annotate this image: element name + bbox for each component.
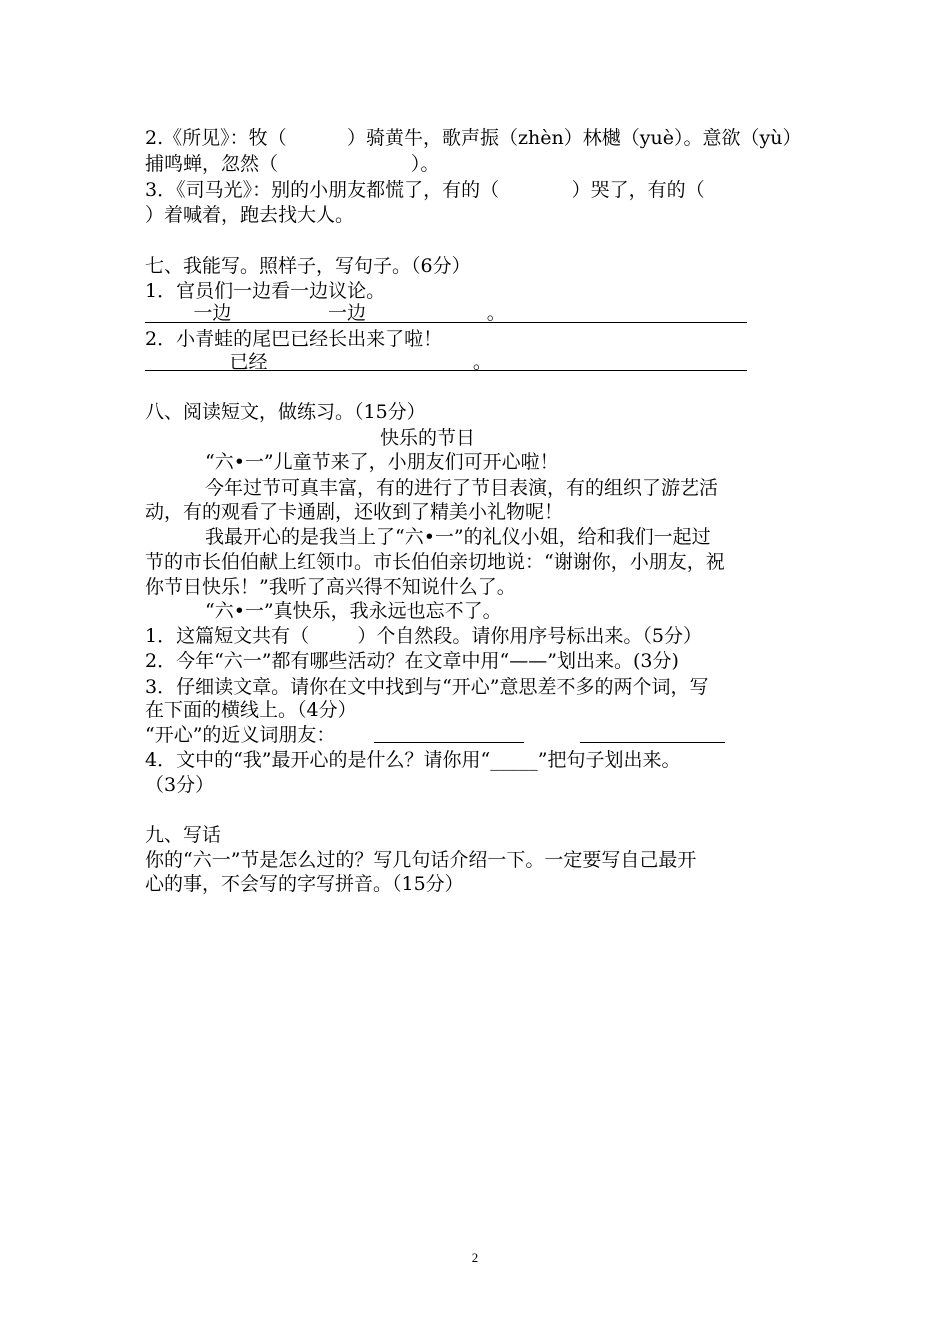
s9-line1: 你的“六一”节是怎么过的？写几句话介绍一下。一定要写自己最开 xyxy=(145,849,697,871)
s9-line2: 心的事，不会写的字写拼音。（15分） xyxy=(145,873,464,895)
s7-q1: 1．官员们一边看一边议论。 xyxy=(145,280,386,302)
story-title: 快乐的节日 xyxy=(380,427,476,449)
s8-q3-line2: 在下面的横线上。（4分） xyxy=(145,699,357,721)
s7-q1-answer-line: 一边 一边 。 xyxy=(145,302,506,324)
synonym-blank-1 xyxy=(374,742,524,743)
story-p3-line3: 你节日快乐！”我听了高兴得不知说什么了。 xyxy=(145,576,516,598)
page-number: 2 xyxy=(471,1250,479,1265)
s6-q2-line1: 2.《所见》：牧（ ）骑黄牛，歌声振（zhèn）林樾（yuè）。意欲（yù） xyxy=(145,127,802,149)
story-p2-line1: 今年过节可真丰富，有的进行了节目表演，有的组织了游艺活 xyxy=(205,477,719,499)
section8-heading: 八、阅读短文，做练习。（15分） xyxy=(145,401,426,423)
section7-heading: 七、我能写。照样子，写句子。（6分） xyxy=(145,255,471,277)
story-p3-line1: 我最开心的是我当上了“六•一”的礼仪小姐，给和我们一起过 xyxy=(205,526,711,548)
s7-q2: 2．小青蛙的尾巴已经长出来了啦！ xyxy=(145,328,443,350)
s7-q2-underline xyxy=(145,370,747,371)
s8-q2: 2．今年“六一”都有哪些活动？在文章中用“——”划出来。(3分) xyxy=(145,650,679,672)
s7-q1-underline xyxy=(145,322,747,323)
s6-q3-line2: ）着喊着，跑去找大人。 xyxy=(145,204,355,226)
s8-q3-line1: 3．仔细读文章。请你在文中找到与“开心”意思差不多的两个词，写 xyxy=(145,676,709,698)
s8-q1: 1．这篇短文共有（ ）个自然段。请你用序号标出来。（5分） xyxy=(145,625,702,647)
story-p1: “六•一”儿童节来了，小朋友们可开心啦！ xyxy=(205,451,559,473)
section9-heading: 九、写话 xyxy=(145,824,222,846)
story-p4: “六•一”真快乐，我永远也忘不了。 xyxy=(205,600,502,622)
s8-q4-line2: （3分） xyxy=(145,774,215,796)
s7-q2-answer-line: 已经 。 xyxy=(145,351,492,373)
synonym-blank-2 xyxy=(580,742,725,743)
story-p3-line2: 节的市长伯伯献上红领巾。市长伯伯亲切地说：“谢谢你，小朋友，祝 xyxy=(145,551,725,573)
s6-q2-line2: 捕鸣蝉，忽然（ ）。 xyxy=(145,153,440,175)
s6-q3-line1: 3．《司马光》：别的小朋友都慌了，有的（ ）哭了，有的（ xyxy=(145,179,705,201)
s8-q4-line1: 4．文中的“我”最开心的是什么？请你用“_____”把句子划出来。 xyxy=(145,749,681,771)
s8-q3-line3: “开心”的近义词朋友： xyxy=(145,724,336,746)
story-p2-line2: 动，有的观看了卡通剧，还收到了精美小礼物呢！ xyxy=(145,501,564,523)
